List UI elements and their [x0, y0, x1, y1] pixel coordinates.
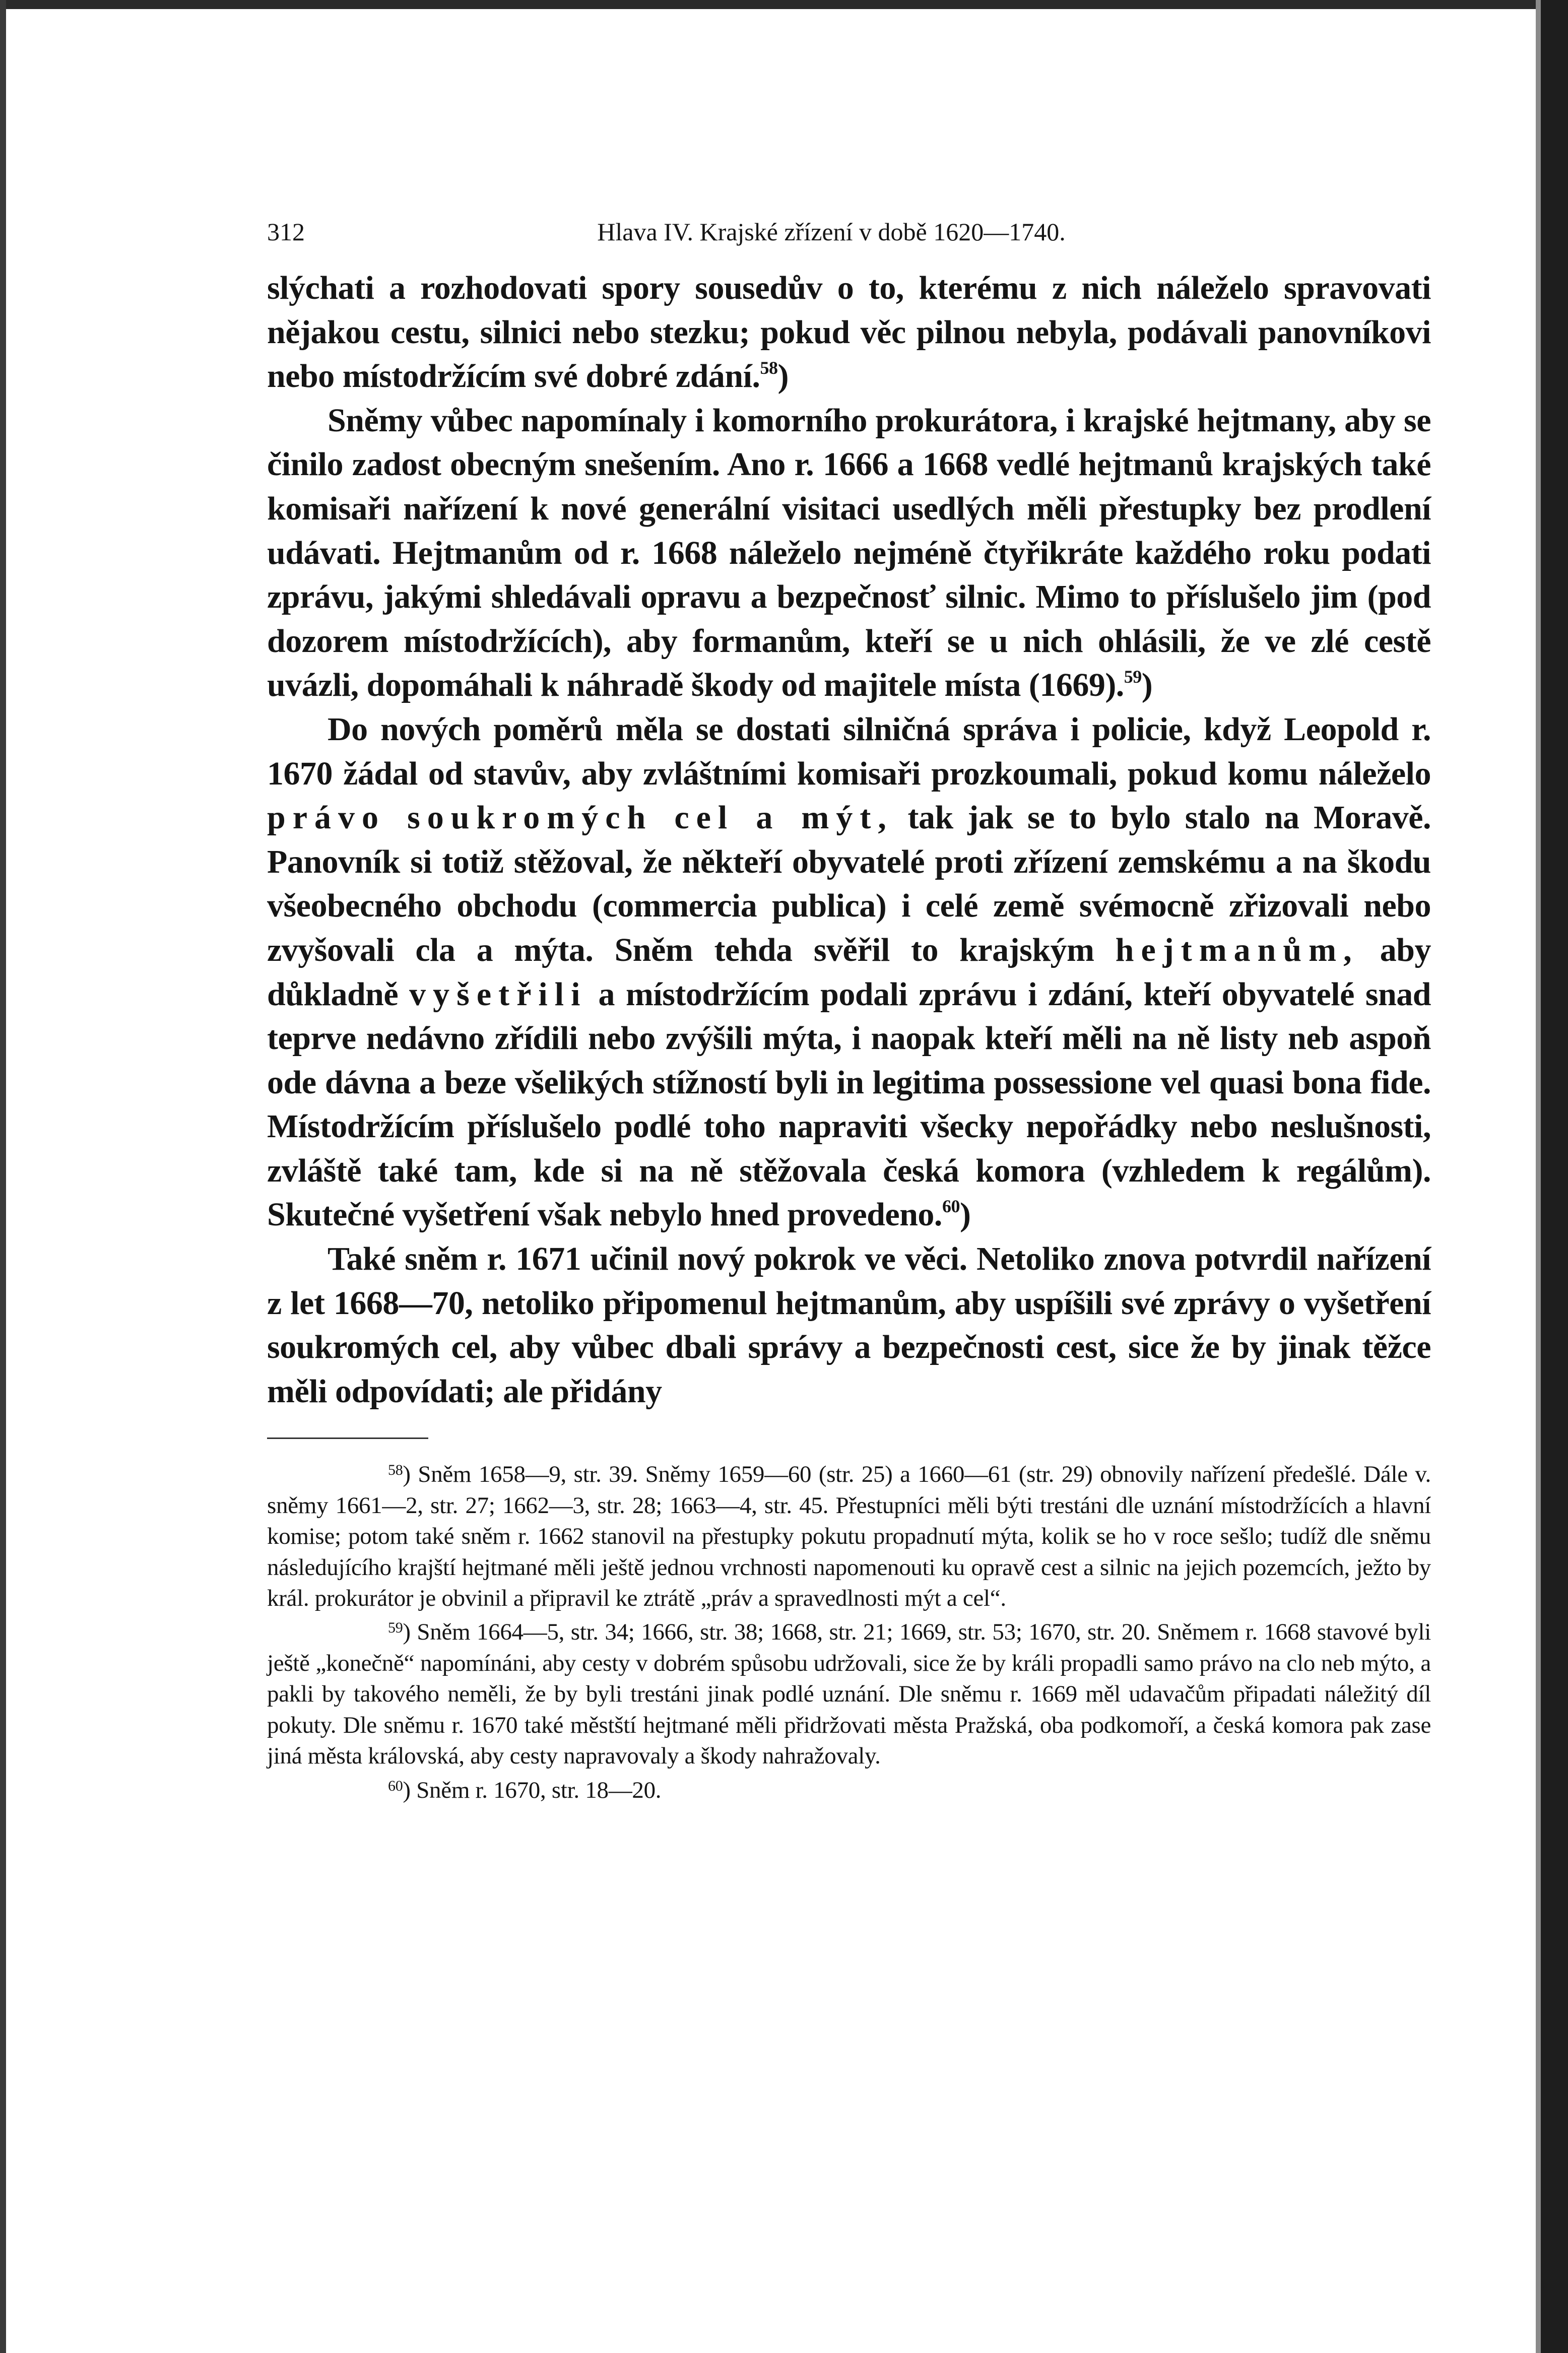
paragraph-3-text-a: Do nových poměrů měla se dostati silničná správa i policie, když Leopold r. 1670 žádal od stavův, aby zvláštními komisaři prozkoumali, pokud komu náleželo: [267, 710, 1431, 792]
footnote-text: Sněm r. 1670, str. 18—20.: [410, 1777, 662, 1803]
paragraph-4-text: Také sněm r. 1671 učinil nový pokrok ve věci. Netoliko znova potvrdil nařízení z let 1668—70, netoliko připomenul hejtmanům, aby uspíšili své zprávy o vyšetření soukromých cel, aby vůbec dbali správy a bezpečnosti cest, sice že by jinak těžce měli odpovídati; ale přidány: [267, 1240, 1431, 1410]
footnote-mark: 60: [388, 1777, 403, 1794]
footnote-ref-59: 59: [1124, 667, 1142, 687]
paragraph-1: [267, 266, 1431, 399]
footnote-text: Sněm 1658—9, str. 39. Sněmy 1659—60 (str. 25) a 1660—61 (str. 29) obnovily nařízení předešlé. Dále v. sněmy 1661—2, str. 27; 1662—3, str. 28; 1663—4, str. 45. Přestupníci měli býti trestáni dle uznání místodržících a hlavní komise; potom také sněm r. 1662 stanovil na přestupky pokutu propadnutí mýta, kolik se ho v roce sešlo; tudíž dle sněmu následujícího krajští hejtmané měli ještě jednou vrchnosti napomenouti ku opravě cest a silnic na jejich pozemcích, ježto by král. prokurátor je obvinil a připravil ke ztrátě „práv a spravedlnosti mýt a cel“.: [267, 1461, 1431, 1612]
paragraph-2-text: Sněmy vůbec napomínaly i komorního prokurátora, i krajské hejtmany, aby se činilo zadost obecným snešením. Ano r. 1666 a 1668 vedlé hejtmanů krajských také komisaři nařízení k nové generální visitaci usedlých měli přestupky bez prodlení udávati. Hejtmanům od r. 1668 náleželo nejméně čtyřikráte každého roku podati zprávu, jakými shledávali opravu a bezpečnosť silnic. Mimo to příslušelo jim (pod dozorem místodržících), aby formanům, kteří se u nich ohlásili, že ve zlé cestě uvázli, dopomáhali k náhradě škody od majitele místa (1669).: [267, 402, 1431, 704]
footnote-rule: [267, 1437, 428, 1439]
page-number: 312: [267, 218, 305, 246]
footnote-60: [267, 1775, 1431, 1806]
scan-edge-right-inner: [1536, 0, 1541, 2353]
scan-edge-left: [0, 0, 6, 2353]
spaced-emphasis-3: vyšetřili: [409, 975, 587, 1013]
footnote-mark: 58: [388, 1462, 403, 1479]
footnote-59: [267, 1617, 1431, 1772]
paragraph-4: [267, 1237, 1431, 1413]
footnote-58: [267, 1459, 1431, 1614]
footnote-text: Sněm 1664—5, str. 34; 1666, str. 38; 1668, str. 21; 1669, str. 53; 1670, str. 20. Sněmem r. 1668 stavové byli ještě „konečně“ napomínáni, aby cesty v dobrém spůsobu udržovali, sice že by králi propadli samo právo na clo neb mýto, a pakli by takového neměli, že by byli trestáni jinak podlé uznání. Dle sněmu r. 1669 měl udavačům připadati náležitý díl pokuty. Dle sněmu r. 1670 také městští hejtmané měli přidržovati města Pražská, oba podkomoří, a česká komora pak zase jiná města královská, aby cesty napravovaly a škody nahražovaly.: [267, 1619, 1431, 1770]
footnote-mark-close: ): [403, 1777, 411, 1803]
paragraph-3-text-b: tak jak se to bylo stalo na Moravě. Panovník si totiž stěžoval, že někteří obyvatelé proti zřízení zemskému a na škodu všeobecného obchodu (commercia publica) i celé země svémocně zřizovali nebo zvyšovali cla a mýta. Sněm tehda svěřil to krajským: [267, 799, 1431, 968]
book-page: [267, 212, 1431, 1809]
footnote-ref-58-close: ): [777, 358, 789, 395]
paragraph-3: [267, 707, 1431, 1237]
scan-edge-right: [1541, 0, 1568, 2353]
spaced-emphasis-2: hejtmanům,: [1115, 931, 1359, 968]
paragraph-2: [267, 399, 1431, 707]
running-head: [267, 212, 1431, 252]
footnotes: [267, 1459, 1431, 1805]
paragraph-3-text-c: aby důkladně: [267, 931, 1431, 1013]
paragraph-3-text-d: a místodržícím podali zprávu i zdání, kteří obyvatelé snad teprve nedávno zřídili nebo zvýšili mýta, i naopak kteří měli na ně listy neb aspoň ode dávna a beze všelikých stížností byli in legitima possessione vel quasi bona fide. Místodržícím příslušelo podlé toho napraviti všecky nepořádky nebo neslušnosti, zvláště také tam, kde si na ně stěžovala česká komora (vzhledem k regálům). Skutečné vyšetření však nebylo hned provedeno.: [267, 975, 1431, 1233]
footnote-ref-58: 58: [760, 358, 778, 378]
footnote-ref-59-close: ): [1141, 667, 1153, 704]
footnote-mark-close: ): [403, 1461, 411, 1488]
running-title: Hlava IV. Krajské zřízení v době 1620—1740.: [597, 218, 1066, 246]
footnote-ref-60: 60: [942, 1196, 960, 1217]
footnote-mark-close: ): [403, 1619, 411, 1646]
footnote-mark: 59: [388, 1619, 403, 1637]
footnote-ref-60-close: ): [959, 1196, 971, 1233]
body-text: [267, 266, 1431, 1413]
paragraph-1-text: slýchati a rozhodovati spory sousedův o to, kterému z nich náleželo spravovati nějakou cestu, silnici nebo stezku; pokud věc pilnou nebyla, podávali panovníkovi nebo místodržícím své dobré zdání.: [267, 270, 1431, 395]
spaced-emphasis-1: právo soukromých cel a mýt,: [267, 799, 893, 836]
scan-edge-top: [0, 0, 1568, 9]
